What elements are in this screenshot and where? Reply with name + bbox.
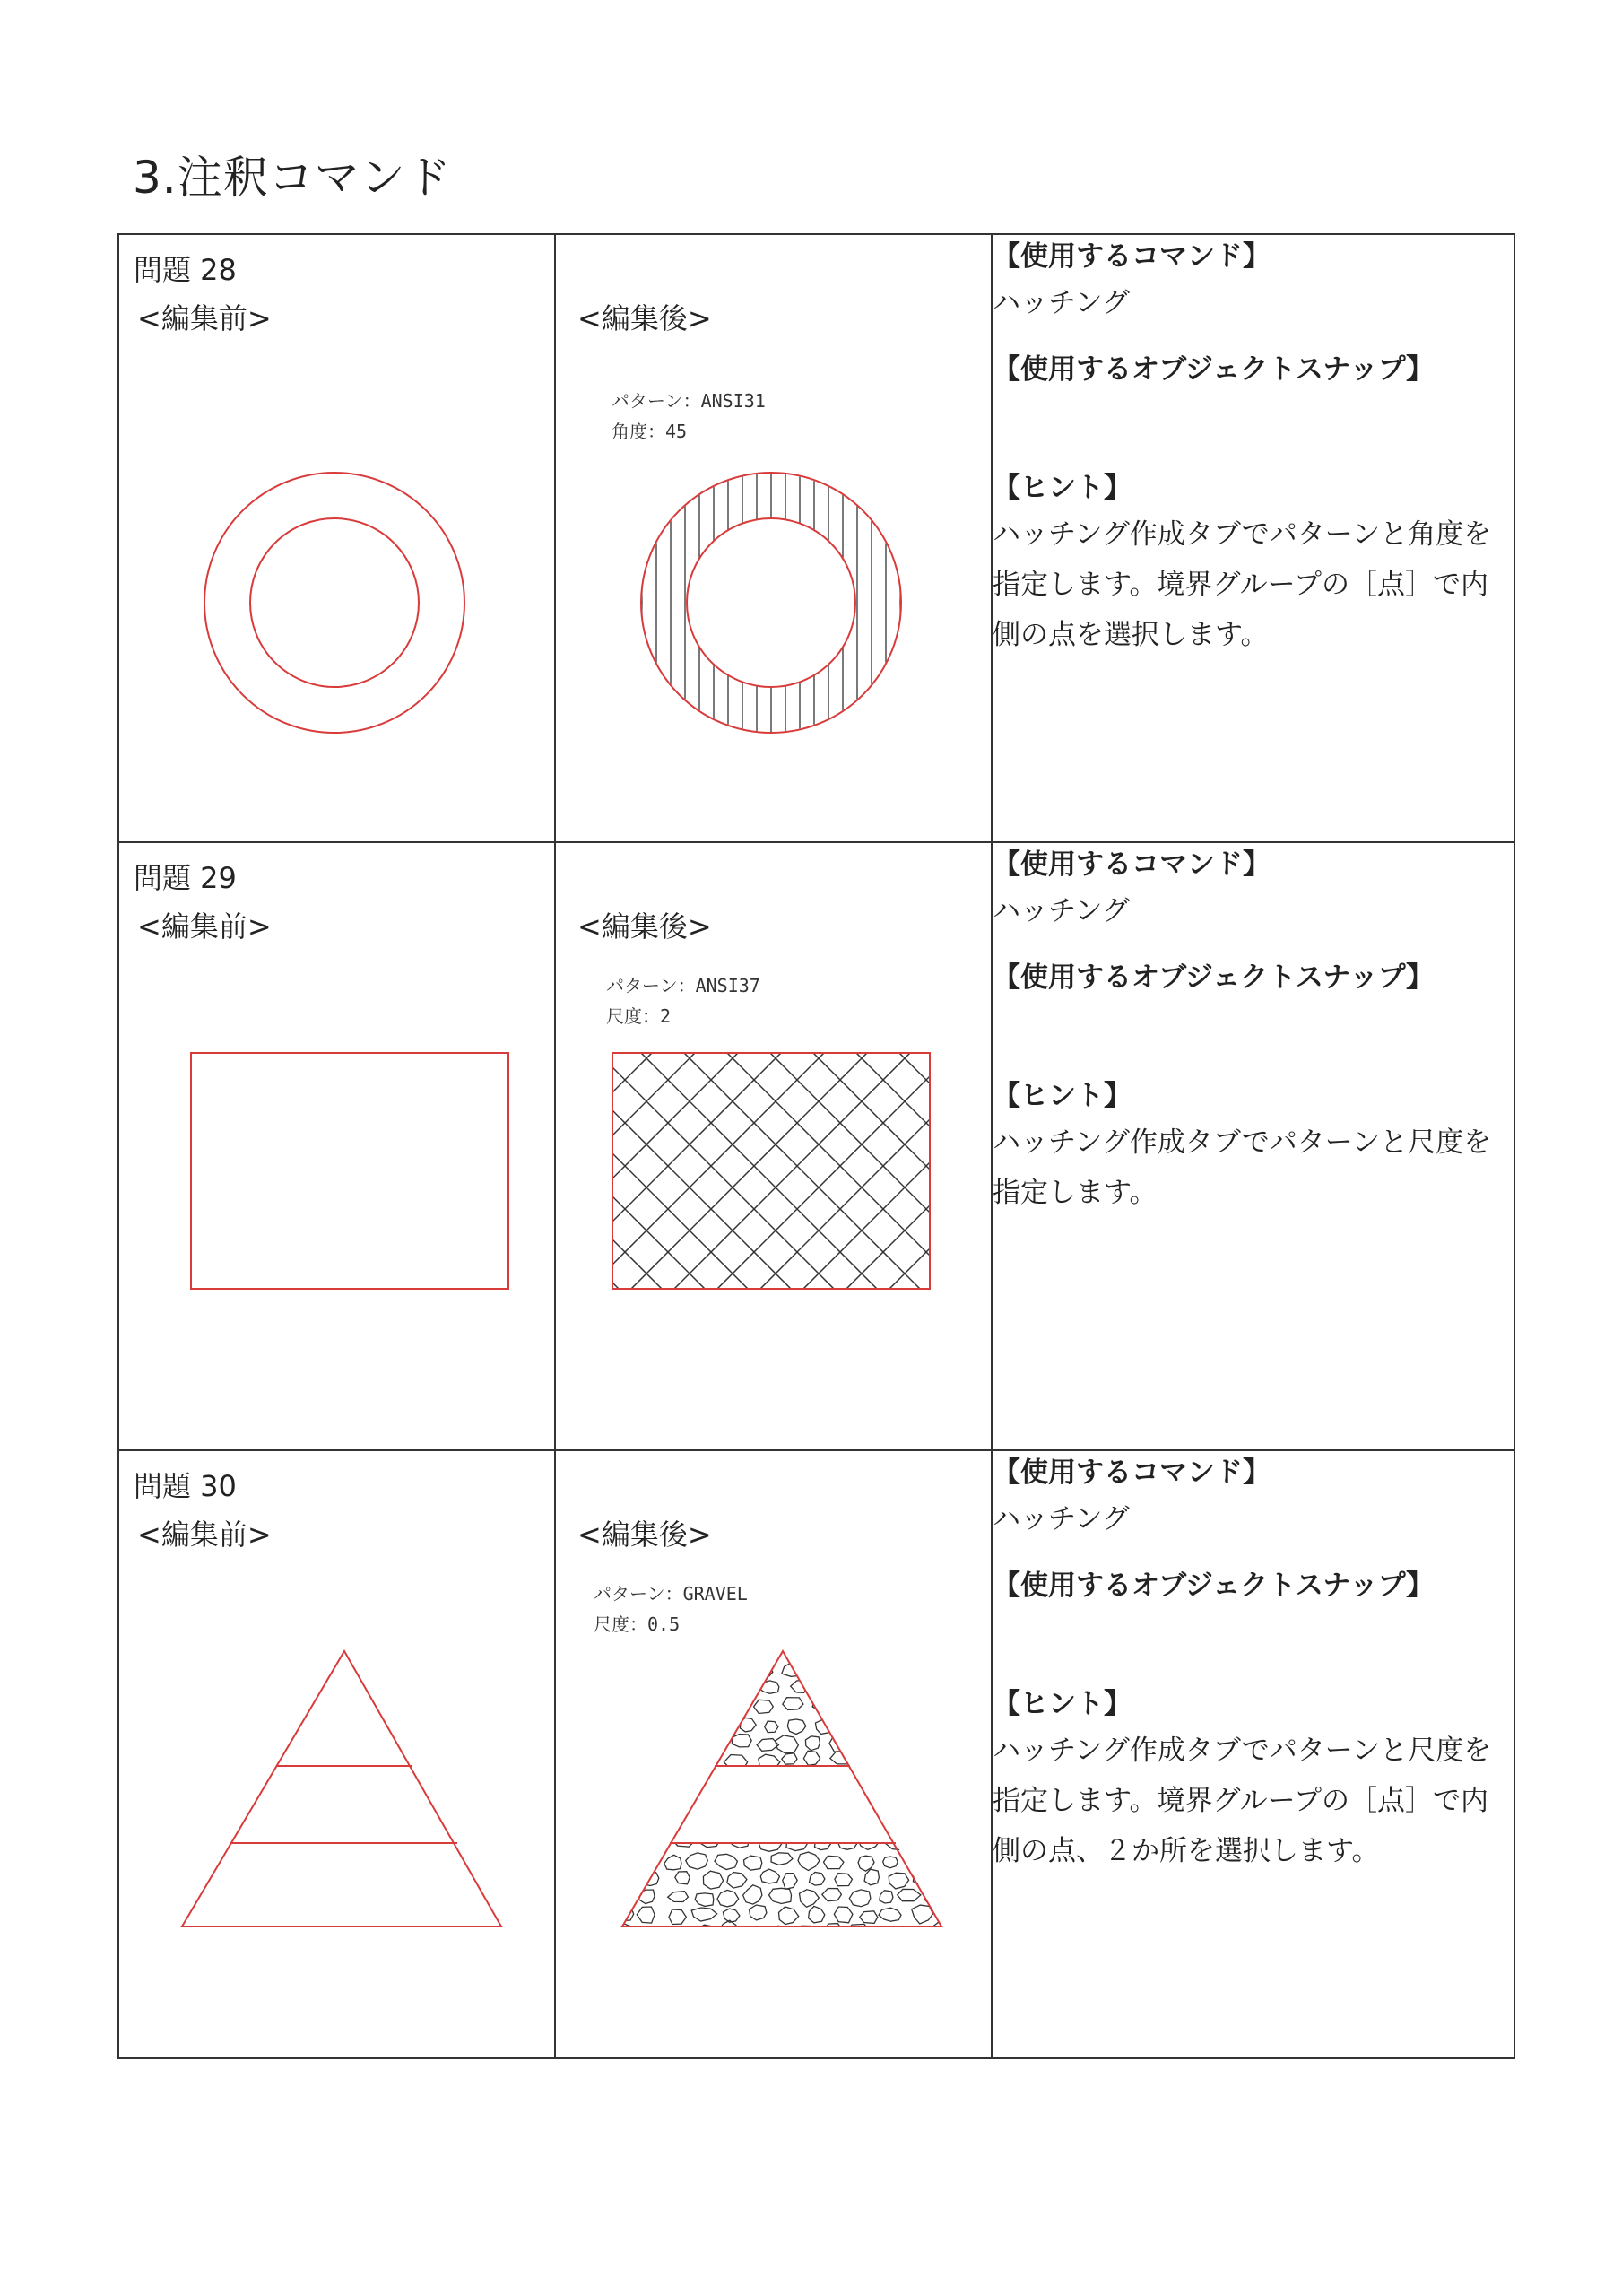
command-heading: 【使用するコマンド】 bbox=[993, 240, 1271, 273]
hatch-line bbox=[556, 1053, 781, 1322]
gravel-stone bbox=[715, 1854, 737, 1869]
gravel-stone bbox=[834, 1907, 853, 1923]
gravel-stone bbox=[783, 1698, 803, 1710]
gravel-stone bbox=[759, 1754, 780, 1771]
hatch-line bbox=[856, 1053, 993, 1322]
after-figure-gravel-triangle bbox=[556, 1451, 993, 2057]
gravel-stone bbox=[735, 1647, 751, 1658]
command-heading: 【使用するコマンド】 bbox=[993, 848, 1271, 881]
gravel-stone bbox=[769, 1888, 792, 1903]
before-label: <編集前> bbox=[137, 301, 272, 335]
problem-row bbox=[118, 234, 1514, 842]
hatch-line bbox=[770, 1053, 993, 1322]
gravel-stone bbox=[800, 1890, 820, 1907]
gravel-stone bbox=[622, 1835, 639, 1853]
hint-heading: 【ヒント】 bbox=[993, 1688, 1132, 1720]
gravel-stone bbox=[842, 1715, 859, 1735]
gravel-stone bbox=[860, 1911, 878, 1924]
gravel-stone bbox=[750, 1905, 767, 1920]
before-cell bbox=[118, 234, 555, 842]
gravel-stone bbox=[743, 1885, 762, 1904]
gravel-stone bbox=[668, 1892, 689, 1902]
after-cell bbox=[555, 842, 992, 1450]
gravel-stone bbox=[849, 1890, 871, 1907]
hatch-line bbox=[556, 1053, 609, 1322]
gravel-stone bbox=[754, 1700, 774, 1713]
exercise-table bbox=[117, 233, 1515, 2059]
gravel-stone bbox=[909, 1854, 928, 1868]
gravel-stone bbox=[708, 1664, 733, 1676]
problem-number: 問題 29 bbox=[134, 861, 237, 895]
gravel-stone bbox=[769, 1926, 787, 1938]
gravel-stone bbox=[835, 1874, 853, 1886]
hatch-line bbox=[813, 1053, 993, 1322]
gravel-stone bbox=[664, 1855, 681, 1870]
gravel-stone bbox=[618, 1908, 634, 1921]
gravel-stone bbox=[898, 1889, 921, 1900]
gravel-stone bbox=[818, 1683, 834, 1698]
gravel-stone bbox=[864, 1869, 879, 1885]
after-cell bbox=[555, 234, 992, 842]
command-value: ハッチング bbox=[993, 1503, 1130, 1535]
command-value: ハッチング bbox=[993, 287, 1130, 319]
gravel-stone bbox=[791, 1646, 811, 1659]
hatch-line bbox=[556, 1053, 695, 1322]
gravel-stone bbox=[673, 1835, 696, 1848]
gravel-stone bbox=[776, 1735, 799, 1753]
gravel-stone bbox=[700, 1834, 719, 1848]
pattern-label: パターン：GRAVEL bbox=[594, 1583, 748, 1605]
hint-text: ハッチング作成タブでパターンと角度を指定します。境界グループの［点］で内側の点を選択します。 bbox=[993, 518, 1492, 651]
info-cell bbox=[992, 842, 1514, 1450]
gravel-stone bbox=[640, 1868, 659, 1885]
gravel-stone bbox=[668, 1926, 689, 1942]
before-label: <編集前> bbox=[137, 909, 272, 944]
hint-heading: 【ヒント】 bbox=[993, 472, 1132, 504]
gravel-stone bbox=[618, 1855, 641, 1872]
gravel-stone bbox=[782, 1753, 797, 1764]
before-label: <編集前> bbox=[137, 1518, 272, 1552]
gravel-stone bbox=[703, 1871, 723, 1889]
gravel-stone bbox=[702, 1683, 723, 1699]
hint-text: ハッチング作成タブでパターンと尺度を指定します。境界グループの［点］で内側の点、２か所を選択します。 bbox=[993, 1735, 1492, 1867]
gravel-stone bbox=[744, 1856, 762, 1870]
gravel-stone bbox=[843, 1679, 859, 1697]
hatch-line bbox=[556, 1053, 609, 1322]
gravel-stone bbox=[686, 1853, 708, 1869]
after-label: <編集後> bbox=[577, 301, 712, 335]
gravel-stone bbox=[858, 1856, 874, 1871]
pattern-label: パターン：ANSI37 bbox=[606, 975, 760, 996]
before-figure-rectangle bbox=[119, 843, 556, 1449]
gravel-stone bbox=[711, 1718, 733, 1735]
gravel-stone bbox=[809, 1906, 825, 1923]
snap-heading: 【使用するオブジェクトスナップ】 bbox=[993, 1570, 1434, 1602]
gravel-stone bbox=[824, 1856, 844, 1868]
gravel-stone bbox=[824, 1648, 845, 1663]
after-cell bbox=[555, 1450, 992, 2058]
gravel-stone bbox=[729, 1684, 749, 1698]
gravel-stone bbox=[822, 1889, 842, 1901]
hatch-line bbox=[813, 1053, 993, 1322]
command-value: ハッチング bbox=[993, 895, 1130, 927]
gravel-stone bbox=[783, 1874, 798, 1890]
gravel-stone bbox=[907, 1927, 929, 1942]
gravel-stone bbox=[698, 1696, 719, 1712]
hatch-line bbox=[770, 1053, 993, 1322]
after-figure-crosshatched-rectangle bbox=[556, 843, 993, 1449]
problem-number: 問題 28 bbox=[134, 253, 237, 287]
problem-row bbox=[118, 842, 1514, 1450]
gravel-stone bbox=[879, 1908, 901, 1921]
gravel-stone bbox=[729, 1833, 750, 1848]
gravel-stone bbox=[877, 1926, 899, 1941]
hatch-line bbox=[556, 1053, 695, 1322]
gravel-stone bbox=[779, 1907, 799, 1925]
before-cell bbox=[118, 1450, 555, 2058]
gravel-stone bbox=[889, 1873, 908, 1889]
hatch-line bbox=[556, 1053, 781, 1322]
gravel-stone bbox=[880, 1891, 893, 1903]
gravel-stone bbox=[883, 1857, 898, 1868]
gravel-stone bbox=[727, 1873, 747, 1889]
gravel-stone bbox=[669, 1909, 686, 1925]
gravel-stone bbox=[940, 1857, 956, 1869]
gravel-stone bbox=[794, 1926, 812, 1940]
pattern-label: パターン：ANSI31 bbox=[612, 390, 766, 412]
gravel-stone bbox=[825, 1924, 843, 1938]
gravel-stone bbox=[675, 1872, 690, 1884]
hatch-line bbox=[556, 1053, 566, 1322]
gravel-stone bbox=[805, 1736, 820, 1751]
gravel-stone bbox=[771, 1853, 793, 1866]
info-cell bbox=[992, 1450, 1514, 2058]
gravel-stone bbox=[717, 1890, 739, 1907]
problem-row bbox=[118, 1450, 1514, 2058]
gravel-stone bbox=[803, 1751, 820, 1765]
after-label: <編集後> bbox=[577, 1518, 712, 1552]
gravel-stone bbox=[723, 1909, 740, 1922]
hint-heading: 【ヒント】 bbox=[993, 1080, 1132, 1112]
gravel-stone bbox=[787, 1719, 806, 1735]
gravel-stone bbox=[713, 1642, 731, 1659]
gravel-stone bbox=[858, 1831, 880, 1849]
before-figure-concentric-circles bbox=[119, 235, 556, 841]
command-heading: 【使用するコマンド】 bbox=[993, 1457, 1271, 1489]
gravel-stone bbox=[691, 1908, 717, 1921]
hatch-line bbox=[856, 1053, 993, 1322]
gravel-stone bbox=[707, 1734, 724, 1752]
angle-label: 角度：45 bbox=[612, 421, 688, 442]
hatch-line bbox=[942, 1053, 993, 1322]
scale-label: 尺度：2 bbox=[606, 1005, 672, 1027]
gravel-stone bbox=[745, 1928, 761, 1941]
hatch-line bbox=[942, 1053, 993, 1322]
info-cell bbox=[992, 234, 1514, 842]
after-label: <編集後> bbox=[577, 909, 712, 944]
gravel-stone bbox=[648, 1839, 665, 1850]
gravel-stone bbox=[760, 1869, 779, 1883]
gravel-stone bbox=[727, 1696, 747, 1713]
snap-heading: 【使用するオブジェクトスナップ】 bbox=[993, 353, 1434, 386]
gravel-stone bbox=[724, 1755, 747, 1770]
gravel-stone bbox=[765, 1721, 778, 1733]
gravel-stone bbox=[637, 1907, 655, 1923]
gravel-stone bbox=[640, 1926, 664, 1942]
gravel-stone bbox=[811, 1664, 830, 1677]
before-cell bbox=[118, 842, 555, 1450]
scale-label: 尺度：0.5 bbox=[594, 1613, 681, 1635]
after-figure-hatched-ring bbox=[556, 235, 993, 841]
gravel-stone bbox=[836, 1700, 854, 1715]
gravel-stone bbox=[917, 1835, 936, 1851]
gravel-stone bbox=[733, 1664, 755, 1678]
gravel-stone bbox=[810, 1873, 825, 1886]
hatch-line bbox=[556, 1053, 566, 1322]
page-title: 3.注釈コマンド bbox=[133, 152, 452, 204]
gravel-stone bbox=[613, 1890, 635, 1905]
gravel-stone bbox=[719, 1920, 741, 1938]
gravel-stone bbox=[836, 1661, 859, 1680]
gravel-stone bbox=[732, 1735, 751, 1747]
gravel-stone bbox=[798, 1852, 820, 1870]
snap-heading: 【使用するオブジェクトスナップ】 bbox=[993, 961, 1434, 994]
gravel-stone bbox=[617, 1870, 636, 1884]
gravel-stone bbox=[837, 1832, 857, 1849]
before-figure-triangle bbox=[119, 1451, 556, 2057]
gravel-stone bbox=[924, 1891, 945, 1908]
problem-number: 問題 30 bbox=[134, 1469, 237, 1503]
hint-text: ハッチング作成タブでパターンと尺度を指定します。 bbox=[993, 1126, 1492, 1209]
gravel-stone bbox=[846, 1648, 870, 1663]
gravel-stone bbox=[695, 1893, 714, 1907]
